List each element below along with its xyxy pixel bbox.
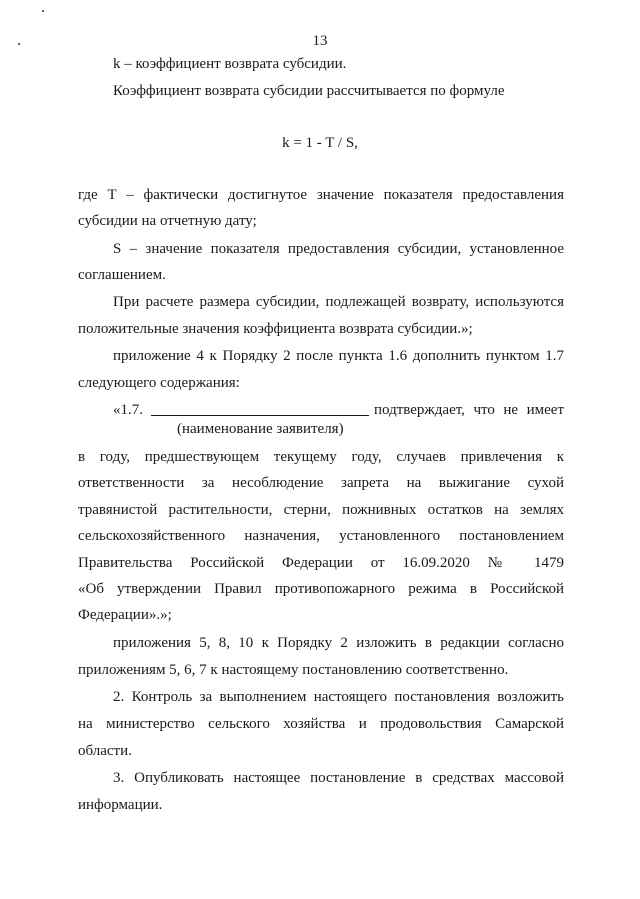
appendix5-line1: приложения 5, 8, 10 к Порядку 2 изложить в редакции согласно — [113, 635, 564, 651]
item17-suffix: подтверждает, что не имеет — [374, 402, 564, 418]
appendix5-line2: приложениям 5, 6, 7 к настоящему постановлению соответственно. — [78, 662, 509, 678]
item17-line3: травянистой растительности, стерни, пожнивных остатков на землях — [78, 502, 564, 518]
calc-note-line2: положительные значения коэффициента возврата субсидии.»; — [78, 321, 473, 337]
t-definition-line2: субсидии на отчетную дату; — [78, 213, 257, 229]
item17-line2: ответственности за несоблюдение запрета на выжигание сухой — [78, 475, 564, 491]
point2-line1: 2. Контроль за выполнением настоящего постановления возложить — [113, 689, 564, 705]
point2-line2: на министерство сельского хозяйства и продовольствия Самарской — [78, 716, 564, 732]
calc-note-line1: При расчете размера субсидии, подлежащей возврату, используются — [113, 294, 564, 310]
point3-line2: информации. — [78, 797, 163, 813]
item17-line5: Правительства Российской Федерации от 16.09.2020 № 1479 — [78, 555, 564, 571]
k-definition: k – коэффициент возврата субсидии. — [113, 56, 347, 72]
appendix4-line2: следующего содержания: — [78, 375, 240, 391]
formula: k = 1 - T / S, — [282, 135, 358, 151]
formula-intro: Коэффициент возврата субсидии рассчитывается по формуле — [113, 83, 505, 99]
item17-line1: в году, предшествующем текущему году, случаев привлечения к — [78, 449, 564, 465]
applicant-name-blank — [151, 402, 369, 416]
item17-line6: «Об утверждении Правил противопожарного режима в Российской — [78, 581, 564, 597]
point3-line1: 3. Опубликовать настоящее постановление в средствах массовой — [113, 770, 564, 786]
item17-line4: сельскохозяйственного назначения, установленного постановлением — [78, 528, 564, 544]
s-definition-line2: соглашением. — [78, 267, 166, 283]
applicant-name-caption: (наименование заявителя) — [177, 421, 344, 437]
item17-line7: Федерации».»; — [78, 607, 172, 623]
appendix4-line1: приложение 4 к Порядку 2 после пункта 1.6 дополнить пунктом 1.7 — [113, 348, 564, 364]
scan-speck — [42, 10, 44, 12]
point2-line3: области. — [78, 743, 132, 759]
page-number: 13 — [312, 33, 328, 49]
item17-prefix: «1.7. — [113, 402, 143, 418]
s-definition-line1: S – значение показателя предоставления субсидии, установленное — [113, 241, 564, 257]
t-definition-line1: где T – фактически достигнутое значение показателя предоставления — [78, 187, 564, 203]
